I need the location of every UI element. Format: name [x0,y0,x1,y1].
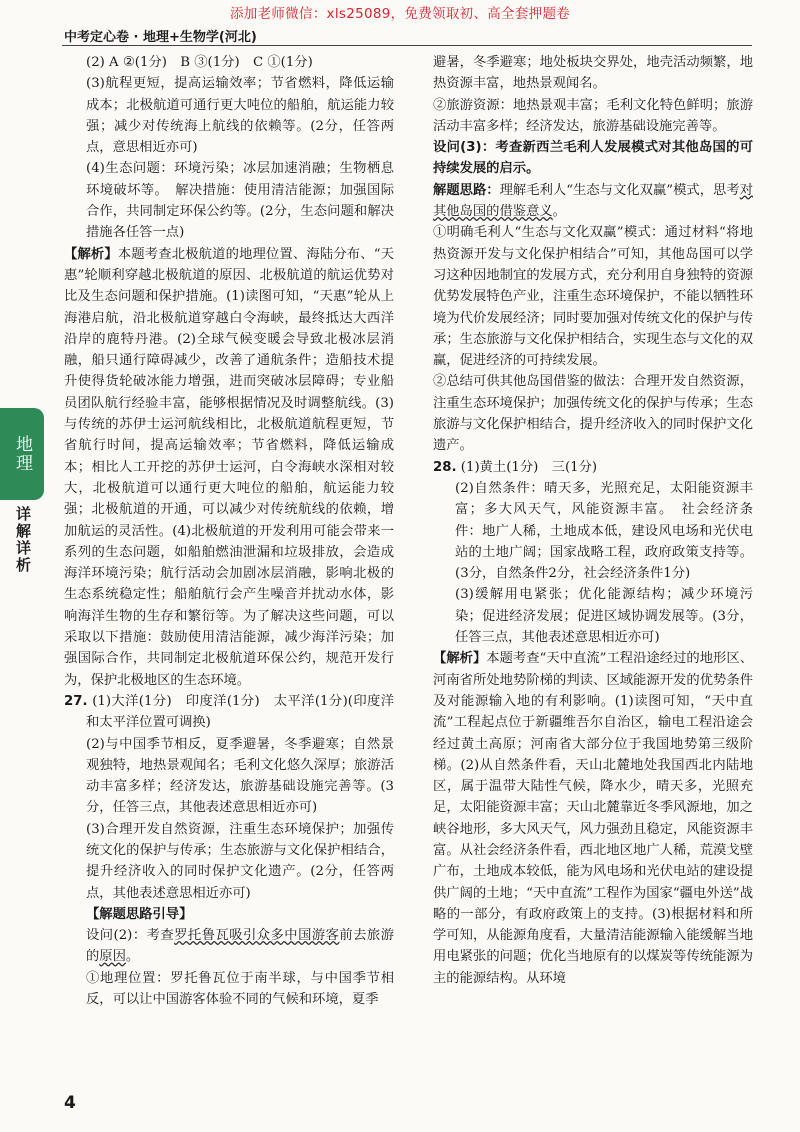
q27-location: ①地理位置：罗托鲁瓦位于南半球，与中国季节相反，可以让中国游客体验不同的气候和环境，夏季 [86,970,394,1008]
header-rule [62,45,752,46]
q27-location-cont: 避暑，冬季避寒；地处板块交界处，地壳活动频繁，地热资源丰富，地热景观闻名。 [433,55,753,92]
q27-guide-label: 【解题思路引导】 [86,906,193,922]
subject-tab: 地理 [0,408,44,500]
q26-answer-4: (4)生态问题：环境污染；冰层加速消融；生物栖息环境破坏等。 解决措施：使用清洁能源；加强国际合作，共同制定环保公约等。(2分，生态问题和解决措施各任答一点) [86,161,394,241]
q28-analysis-text: 本题考查“天中直流”工程沿途经过的地形区、河南省所处地势阶梯的判读、区域能源开发的优势条件及对能源输入地的有利影响。(1)读图可知，“天中直流”工程起点位于新疆维吾尔自治区，输电工程沿途会经过黄土高原；河南省大部分位于我国地势第三级阶梯。(2)从自然条件看，天山北麓地处我国西北内陆地区，属于温带大陆性气候，降水少，晴天多，光照充足，太阳能资源丰富；天山北麓靠近冬季风源地，加之峡谷地形，多大风天气，风力强劲且稳定，风能资源丰富。从社会经济条件看，西北地区地广人稀，荒漠戈壁广布，土地成本较低，能为风电场和光伏电站的建设提供广阔的土地；“天中直流”工程作为国家“疆电外送”战略的一部分，有政府政策上的支持。(3)根据材料和所学可知，从能源角度看，大量清洁能源输入能缓解当地用电紧张的问题；优化当地原有的以煤炭等传统能源为主的能源结构。从环境 [433,651,753,986]
q27-answer-1 [64,691,394,734]
q28-number: 28. [433,459,457,475]
q27-set2-prefix: 设问(2)：考查 [86,928,175,944]
q27-set2-end: 。 [125,949,140,965]
page-number: 4 [64,1093,76,1113]
q27-number: 27. [64,693,88,709]
q27-set2-underline: 罗托鲁瓦吸引众多中国游客 [174,928,340,944]
q28-answer-1-text: (1)黄土(1分) 三(1分) [460,459,598,475]
right-column [433,52,753,989]
q27-answer-2: (2)与中国季节相反，夏季避暑，冬季避寒；自然景观独特，地热景观闻名；毛利文化悠久深厚；旅游活动丰富多样；经济发达，旅游基础设施完善等。(3分，任答三点，其他表述意思相近亦可) [86,736,394,816]
q27-set2 [64,925,394,968]
q28-answer-3: (3)缓解用电紧张；优化能源结构；减少环境污染；促进经济发展；促进区域协调发展等。(3分，任答三点，其他表述意思相近亦可) [455,587,753,646]
subject-subtab: 详解详析 [14,506,32,574]
q28-answer-2: (2)自然条件：晴天多，光照充足，太阳能资源丰富；多大风天气，风能资源丰富。 社会经济条件：地广人稀，土地成本低，建设风电场和光伏电站的土地广阔；国家战略工程，政府政策支持等。(3分，自然条件2分，社会经济条件1分) [455,480,753,582]
q27-resources: ②旅游资源：地热景观丰富；毛利文化特色鲜明；旅游活动丰富多样；经济发达，旅游基础设施完善等。 [433,97,753,134]
q27-answer-1-text: (1)大洋(1分) 印度洋(1分) 太平洋(1分)(印度洋和太平洋位置可调换) [86,693,394,731]
q27-idea [433,180,753,223]
q27-answer-3: (3)合理开发自然资源，注重生态环境保护；加强传统文化的保护与传承；生态旅游与文化保护相结合，提升经济收入的同时保护文化遗产。(2分，任答两点，其他表述意思相近亦可) [86,821,394,901]
idea-label: 解题思路： [433,182,500,198]
q27-summary: ②总结可供其他岛国借鉴的做法：合理开发自然资源，注重生态环境保护；加强传统文化的保护与传承；生态旅游与文化保护相结合，提升经济收入的同时保护文化遗产。 [433,374,753,454]
q28-analysis [433,648,753,989]
promo-watermark: 添加老师微信：xls25089，免费领取初、高全套押题卷 [229,6,571,22]
q27-model: ①明确毛利人“生态与文化双赢”模式：通过材料“将地热资源开发与文化保护相结合”可知，其他岛国可以学习这种因地制宜的发展方式，充分利用自身独特的资源优势发展特色产业，注重生态环境保护，不能以牺牲环境为代价发展经济；同时要加强对传统文化的保护与传承；生态旅游与文化保护相结合，实现生态与文化的双赢，促进经济的可持续发展。 [433,225,753,369]
q27-idea-text: 理解毛利人“生态与文化双赢”模式，思考 [499,182,740,198]
analysis-label: 【解析】 [64,246,118,262]
left-column [64,52,394,1010]
q26-answer-2: (2) A ②(1分) B ③(1分) C ①(1分) [86,55,313,70]
q27-set2-underline-2: 原因 [99,949,126,965]
q27-set3: 设问(3)：考查新西兰毛利人发展模式对其他岛国的可持续发展的启示。 [433,140,753,177]
q26-answer-3: (3)航程更短，提高运输效率；节省燃料，降低运输成本；北极航道可通行更大吨位的船舶，航运能力较强；减少对传统海上航线的依赖等。(2分，任答两点，意思相近亦可) [86,76,394,156]
q27-idea-underline: 对其他岛国的借鉴意义 [433,182,753,220]
q26-analysis-text: 本题考查北极航道的地理位置、海陆分布、“天惠”轮顺利穿越北极航道的原因、北极航道的航运优势对比及生态问题和保护措施。(1)读图可知，“天惠”轮从上海港启航，沿北极航道穿越白令海峡，最终抵达大西洋沿岸的鹿特丹港。(2)全球气候变暖会导致北极冰层消融，船只通行障碍减少，改善了通航条件；造船技术提升使得货轮破冰能力增强，进而突破冰层障碍；专业船员团队航行经验丰富，能够根据情况及时调整航线。(3)与传统的苏伊士运河航线相比，北极航道航程更短，节省航行时间，提高运输效率；节省燃料，降低运输成本；相比人工开挖的苏伊士运河，白令海峡水深相对较大，北极航道可以通行更大吨位的船舶，航运能力较强；北极航道的开通，可以减少对传统航线的依赖，增加航运的灵活性。(4)北极航道的开发利用可能会带来一系列的生态问题，如船舶燃油泄漏和垃圾排放，会造成海洋环境污染；航行活动会加剧冰层消融，影响北极的生态系统稳定性；船舶航行会产生噪音并扰动水体，影响海洋生物的生存和繁衍等。为了解决这些问题，可以采取以下措施：鼓励使用清洁能源，减少海洋污染；加强国际合作，共同制定北极航道环保公约，规范开发行为，保护北极地区的生态环境。 [64,246,394,688]
page-header: 中考定心卷 · 地理+生物学(河北) [64,30,257,45]
q28-answer-1 [433,457,753,478]
q27-set2-mid: 前去旅游的 [86,928,394,965]
q26-analysis [64,244,394,691]
analysis-label-2: 【解析】 [433,651,487,667]
q27-idea-end: 。 [552,204,566,220]
